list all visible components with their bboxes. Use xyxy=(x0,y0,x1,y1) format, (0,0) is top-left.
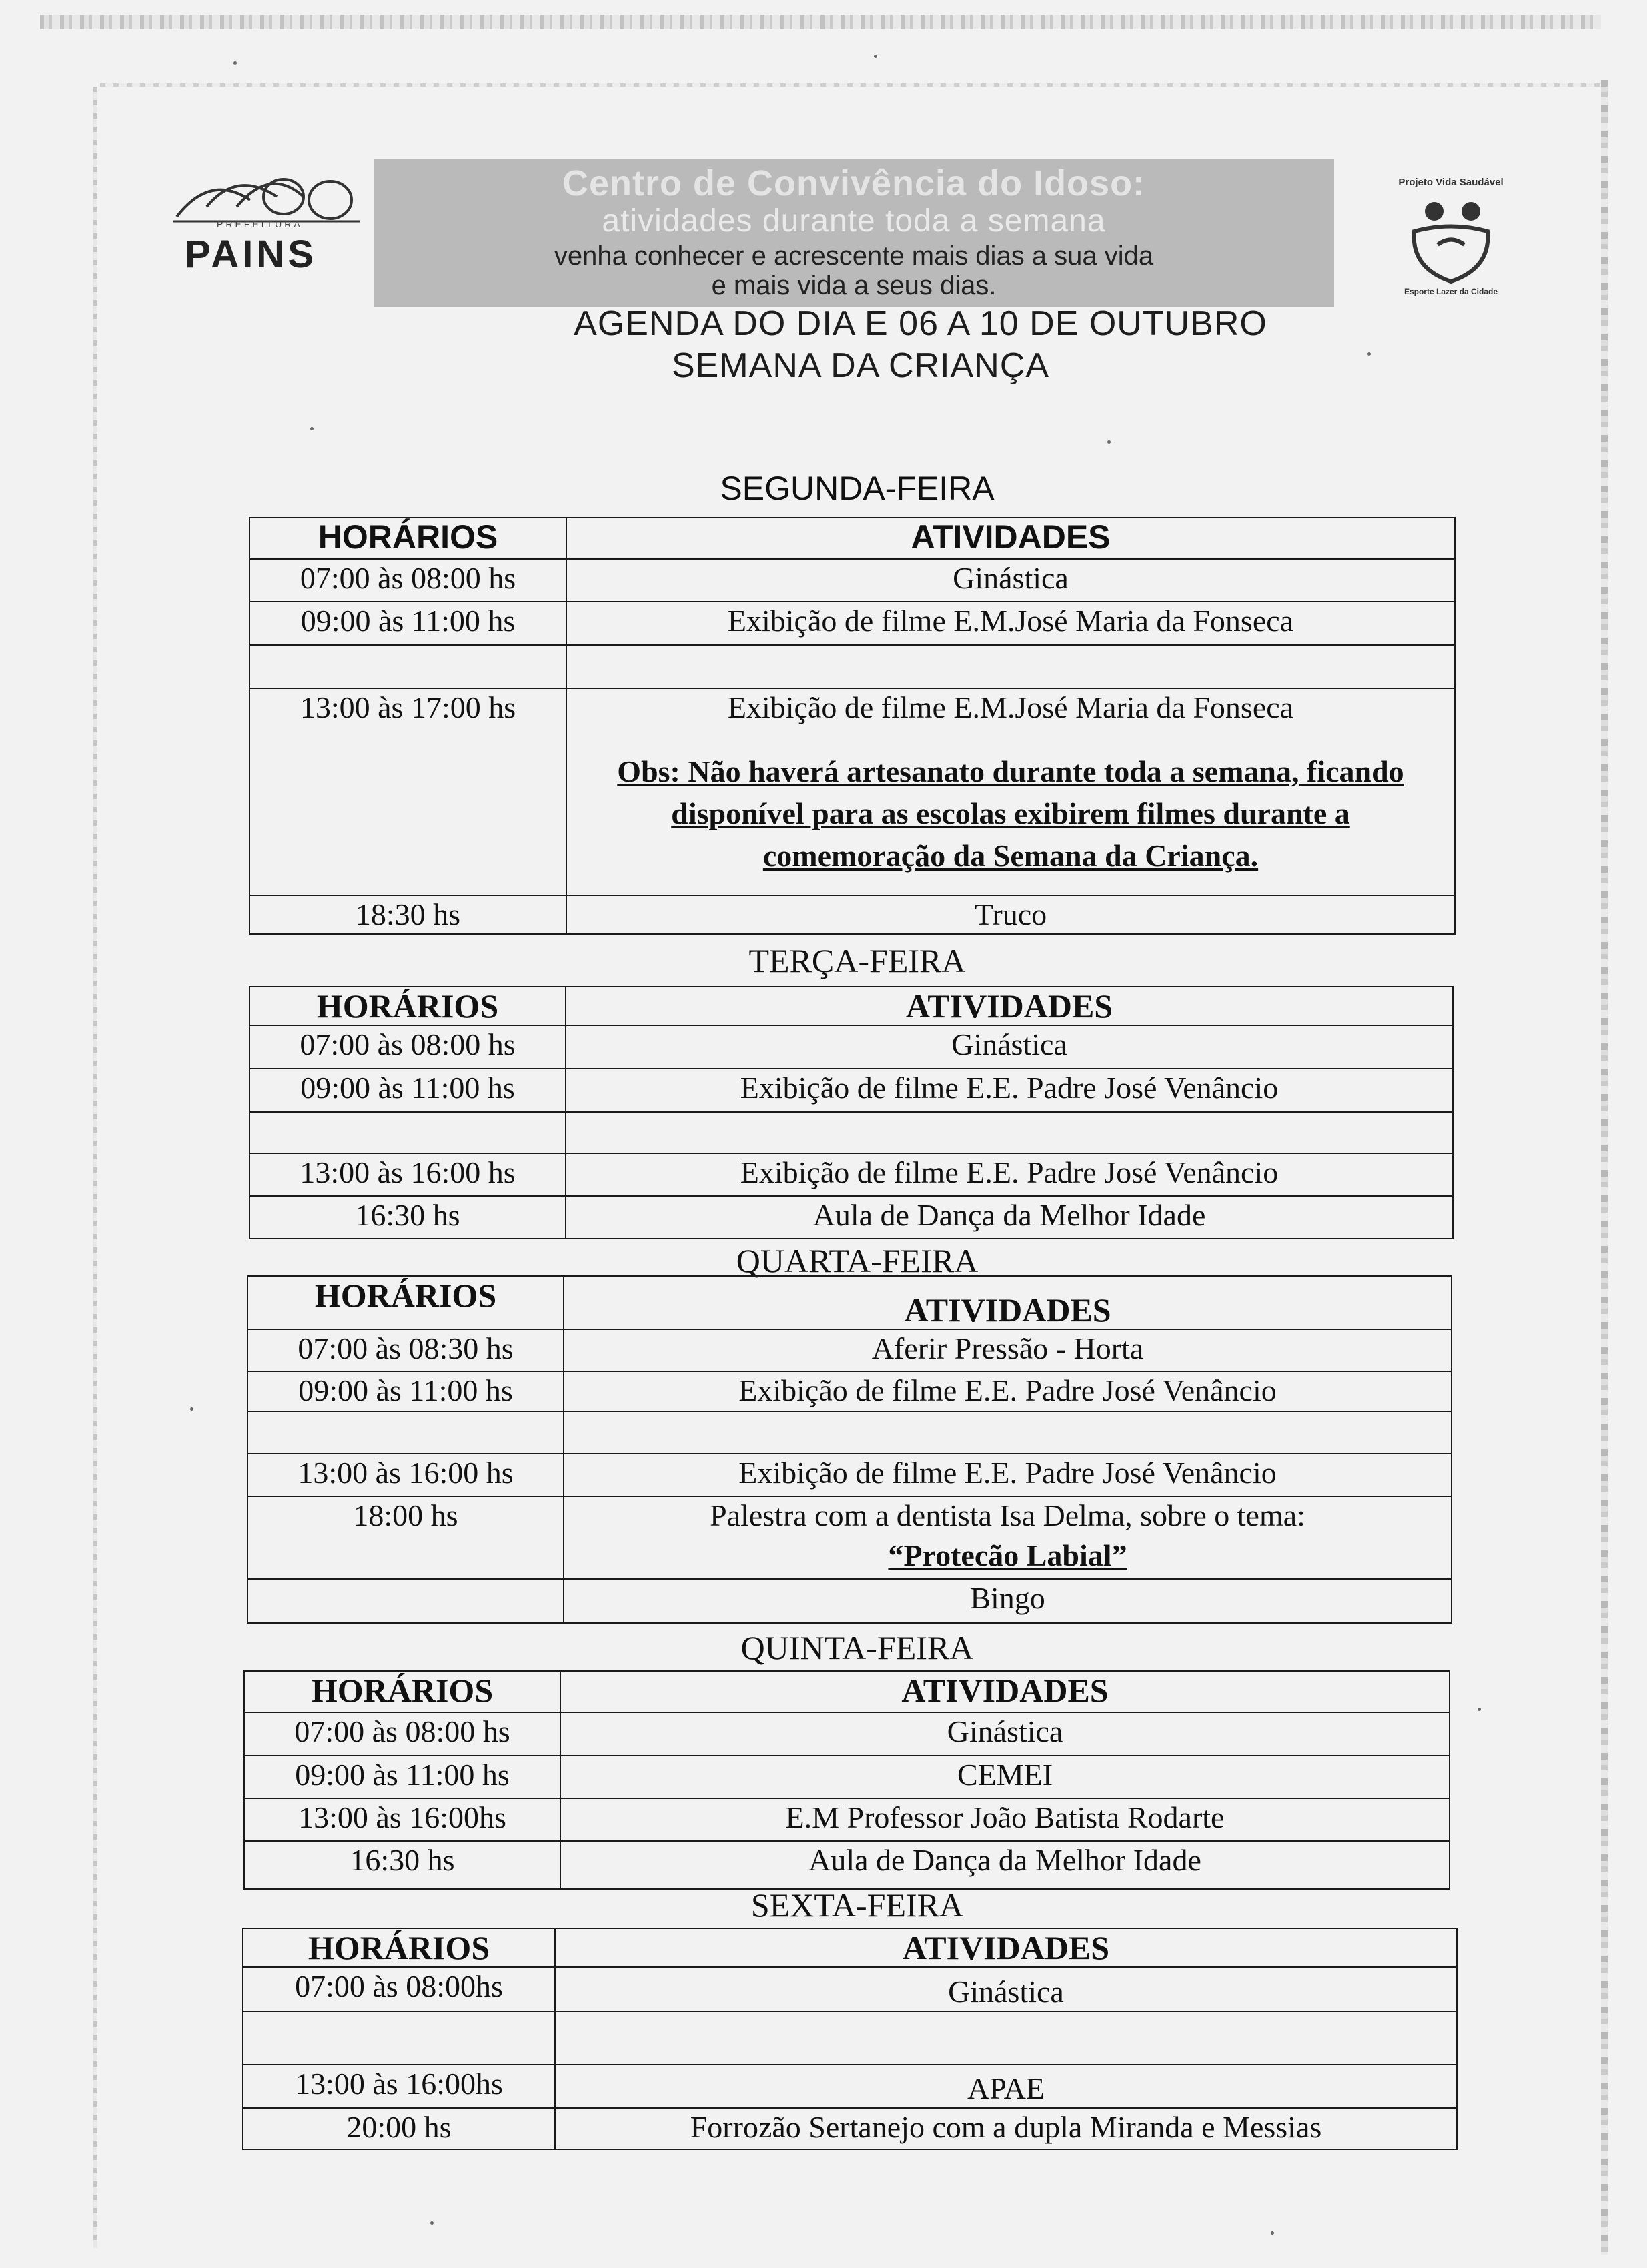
table-row xyxy=(249,1153,1453,1196)
row-activity xyxy=(566,1112,1453,1153)
scan-speck xyxy=(430,2221,434,2225)
row-time: 13:00 às 17:00 hs xyxy=(249,688,566,895)
row-activity: CEMEI xyxy=(560,1756,1450,1798)
row-time xyxy=(247,1579,564,1623)
table-row xyxy=(244,1756,1450,1798)
row-time xyxy=(249,1112,566,1153)
table-row-empty xyxy=(249,1112,1453,1153)
schedule-table-quarta xyxy=(247,1275,1452,1624)
table-header-row xyxy=(244,1671,1450,1712)
table-row xyxy=(244,1712,1450,1756)
scan-edge-top xyxy=(40,15,1601,29)
table-row xyxy=(249,1069,1453,1112)
lecture-topic: “Protecão Labial” xyxy=(888,1538,1127,1572)
table-row xyxy=(247,1371,1452,1411)
row-activity xyxy=(555,2011,1457,2065)
day-title-quarta: QUARTA-FEIRA xyxy=(736,1242,979,1279)
day-title-terca: TERÇA-FEIRA xyxy=(748,942,966,979)
table-row xyxy=(243,1967,1457,2011)
column-header-atividades: ATIVIDADES xyxy=(566,987,1453,1025)
table-header-row xyxy=(249,518,1455,559)
row-time: 18:30 hs xyxy=(249,895,566,934)
row-activity: Truco xyxy=(566,895,1455,934)
row-time: 09:00 às 11:00 hs xyxy=(249,602,566,645)
row-activity: Exibição de filme E.E. Padre José Venâncio xyxy=(564,1371,1452,1411)
table-row xyxy=(249,688,1455,895)
row-time: 07:00 às 08:30 hs xyxy=(247,1329,564,1371)
agenda-subtitle: SEMANA DA CRIANÇA xyxy=(671,346,1050,385)
logo-vida-subtitle: Esporte Lazer da Cidade xyxy=(1404,287,1498,296)
table-row xyxy=(244,1798,1450,1841)
column-header-horarios: HORÁRIOS xyxy=(247,1276,564,1329)
row-time: 07:00 às 08:00 hs xyxy=(249,1025,566,1069)
table-row xyxy=(249,1025,1453,1069)
observation-note: Obs: Não haverá artesanato durante toda a semana, ficando disponível para as escolas exibirem filmes durante a comemoração da Semana da Criança. xyxy=(617,754,1404,873)
scan-speck xyxy=(1107,440,1111,444)
column-header-horarios: HORÁRIOS xyxy=(249,518,566,559)
header-banner xyxy=(374,159,1334,307)
schedule-table-terca xyxy=(249,986,1454,1239)
row-time: 20:00 hs xyxy=(243,2108,555,2149)
row-activity: E.M Professor João Batista Rodarte xyxy=(560,1798,1450,1841)
table-header-row xyxy=(243,1928,1457,1967)
row-time: 16:30 hs xyxy=(249,1196,566,1239)
row-activity: Ginástica xyxy=(566,1025,1453,1069)
day-title-sexta: SEXTA-FEIRA xyxy=(750,1886,964,1924)
table-header-row xyxy=(249,987,1453,1025)
scan-edge-left xyxy=(93,87,97,2248)
row-time: 18:00 hs xyxy=(247,1496,564,1579)
row-time: 07:00 às 08:00 hs xyxy=(244,1712,560,1756)
scan-speck xyxy=(1271,2231,1274,2235)
row-activity: Exibição de filme E.M.José Maria da Fonseca xyxy=(566,602,1455,645)
table-row xyxy=(247,1496,1452,1579)
banner-line-3: venha conhecer e acrescente mais dias a sua vida xyxy=(554,241,1154,271)
row-activity: Exibição de filme E.M.José Maria da Fonseca xyxy=(727,690,1294,724)
column-header-atividades: ATIVIDADES xyxy=(564,1276,1452,1329)
row-activity: Aferir Pressão - Horta xyxy=(564,1329,1452,1371)
table-row-empty xyxy=(247,1411,1452,1454)
table-row xyxy=(244,1841,1450,1889)
row-time: 16:30 hs xyxy=(244,1841,560,1889)
table-row xyxy=(249,559,1455,602)
row-time: 13:00 às 16:00 hs xyxy=(249,1153,566,1196)
table-row xyxy=(247,1454,1452,1496)
banner-line-2: atividades durante toda a semana xyxy=(602,203,1106,239)
row-time: 09:00 às 11:00 hs xyxy=(249,1069,566,1112)
scan-edge-right xyxy=(1601,80,1608,2255)
column-header-atividades: ATIVIDADES xyxy=(560,1671,1450,1712)
row-time: 07:00 às 08:00hs xyxy=(243,1967,555,2011)
column-header-atividades: ATIVIDADES xyxy=(566,518,1455,559)
row-activity: Exibição de filme E.E. Padre José Venâncio xyxy=(564,1454,1452,1496)
scan-speck xyxy=(1367,352,1371,356)
row-activity: Exibição de filme E.E. Padre José Venâncio xyxy=(566,1153,1453,1196)
scan-speck xyxy=(233,61,237,65)
schedule-table-segunda xyxy=(249,517,1456,935)
scan-speck xyxy=(1478,1708,1481,1711)
projeto-vida-saudavel-logo xyxy=(1378,177,1524,304)
row-time xyxy=(243,2011,555,2065)
table-row xyxy=(249,895,1455,934)
table-row xyxy=(247,1329,1452,1371)
table-row-empty xyxy=(243,2011,1457,2065)
row-activity-with-obs xyxy=(566,688,1455,895)
row-activity xyxy=(566,645,1455,688)
table-row xyxy=(249,1196,1453,1239)
row-activity: Aula de Dança da Melhor Idade xyxy=(560,1841,1450,1889)
column-header-atividades: ATIVIDADES xyxy=(555,1928,1457,1967)
day-title-quinta: QUINTA-FEIRA xyxy=(740,1629,974,1666)
scan-edge-inner-top xyxy=(100,83,1601,87)
table-row xyxy=(243,2065,1457,2108)
row-time: 13:00 às 16:00 hs xyxy=(247,1454,564,1496)
table-row xyxy=(249,602,1455,645)
row-time xyxy=(249,645,566,688)
row-activity: APAE xyxy=(555,2065,1457,2108)
row-time: 09:00 às 11:00 hs xyxy=(247,1371,564,1411)
column-header-horarios: HORÁRIOS xyxy=(243,1928,555,1967)
row-time: 07:00 às 08:00 hs xyxy=(249,559,566,602)
day-title-segunda: SEGUNDA-FEIRA xyxy=(720,470,995,507)
schedule-table-quinta xyxy=(243,1670,1450,1890)
schedule-table-sexta xyxy=(242,1928,1458,2150)
row-activity: Aula de Dança da Melhor Idade xyxy=(566,1196,1453,1239)
people-heart-icon xyxy=(1398,195,1504,288)
row-time: 09:00 às 11:00 hs xyxy=(244,1756,560,1798)
row-activity: Ginástica xyxy=(566,559,1455,602)
row-time: 13:00 às 16:00hs xyxy=(243,2065,555,2108)
scan-speck xyxy=(874,55,877,58)
table-header-row xyxy=(247,1276,1452,1329)
table-row xyxy=(243,2108,1457,2149)
row-activity: Forrozão Sertanejo com a dupla Miranda e Messias xyxy=(555,2108,1457,2149)
scan-speck xyxy=(310,427,314,430)
row-activity: Palestra com a dentista Isa Delma, sobre o tema: xyxy=(710,1498,1305,1532)
row-activity xyxy=(564,1411,1452,1454)
table-row-empty xyxy=(249,645,1455,688)
column-header-horarios: HORÁRIOS xyxy=(249,987,566,1025)
column-header-horarios: HORÁRIOS xyxy=(244,1671,560,1712)
banner-line-4: e mais vida a seus dias. xyxy=(711,271,997,300)
row-activity-multiline xyxy=(564,1496,1452,1579)
banner-line-1: Centro de Convivência do Idoso: xyxy=(562,163,1146,203)
logo-subtitle: PREFEITURA xyxy=(217,219,303,229)
agenda-title: AGENDA DO DIA E 06 A 10 DE OUTUBRO xyxy=(574,304,1267,343)
row-activity: Bingo xyxy=(564,1579,1452,1623)
row-time xyxy=(247,1411,564,1454)
table-row xyxy=(247,1579,1452,1623)
row-activity: Ginástica xyxy=(555,1967,1457,2011)
prefeitura-pains-logo xyxy=(170,160,364,280)
row-activity: Ginástica xyxy=(560,1712,1450,1756)
row-time: 13:00 às 16:00hs xyxy=(244,1798,560,1841)
logo-name: PAINS xyxy=(185,233,317,276)
row-activity: Exibição de filme E.E. Padre José Venâncio xyxy=(566,1069,1453,1112)
scan-speck xyxy=(190,1407,193,1411)
logo-vida-title: Projeto Vida Saudável xyxy=(1398,177,1504,188)
